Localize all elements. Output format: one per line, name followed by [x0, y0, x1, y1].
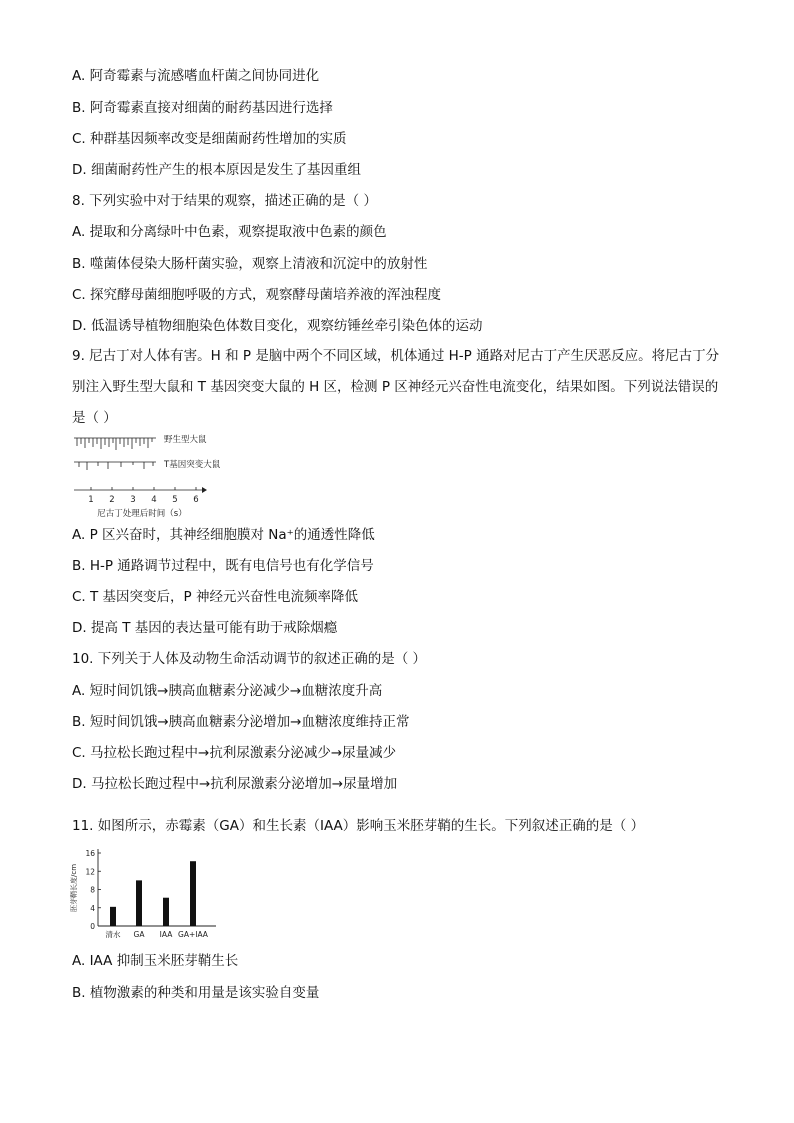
bar-GA [136, 880, 142, 926]
q7-option-c: C. 种群基因频率改变是细菌耐药性增加的实质 [72, 131, 347, 147]
y-tick-label: 4 [90, 903, 95, 913]
mutant-spikes [79, 462, 153, 470]
time-tick-1: 1 [88, 495, 94, 505]
x-category-label: IAA [159, 930, 173, 939]
q10-option-d: D. 马拉松长跑过程中→抗利尿激素分泌增加→尿量增加 [72, 776, 398, 792]
mutant-label: T基因突变大鼠 [164, 460, 221, 470]
q11-option-a: A. IAA 抑制玉米胚芽鞘生长 [72, 953, 239, 969]
q9-option-b: B. H-P 通路调节过程中，既有电信号也有化学信号 [72, 558, 374, 574]
q9-option-d: D. 提高 T 基因的表达量可能有助于戒除烟瘾 [72, 620, 338, 636]
q11-bar-chart [66, 843, 236, 945]
q11-stem: 11. 如图所示，赤霉素（GA）和生长素（IAA）影响玉米胚芽鞘的生长。下列叙述正确的是（ ） [72, 818, 645, 834]
q10-stem: 10. 下列关于人体及动物生命活动调节的叙述正确的是（ ） [72, 651, 427, 667]
q8-option-c: C. 探究酵母菌细胞呼吸的方式，观察酵母菌培养液的浑浊程度 [72, 287, 442, 303]
x-category-label: GA+IAA [178, 930, 208, 939]
q8-option-b: B. 噬菌体侵染大肠杆菌实验，观察上清液和沉淀中的放射性 [72, 256, 428, 272]
bar-IAA [163, 898, 169, 926]
time-axis-label: 尼古丁处理后时间（s） [97, 509, 187, 519]
y-tick-label: 0 [90, 922, 95, 931]
time-tick-4: 4 [151, 495, 157, 505]
bar-清水 [110, 907, 116, 926]
q9-option-c: C. T 基因突变后，P 神经元兴奋性电流频率降低 [72, 589, 358, 605]
time-tick-5: 5 [172, 495, 178, 505]
y-tick-label: 16 [85, 849, 95, 858]
q8-option-d: D. 低温诱导植物细胞染色体数目变化，观察纺锤丝牵引染色体的运动 [72, 318, 483, 334]
q10-option-b: B. 短时间饥饿→胰高血糖素分泌增加→血糖浓度维持正常 [72, 714, 410, 730]
chart-ylabel: 胚芽鞘长度/cm [70, 863, 78, 913]
q9-option-a: A. P 区兴奋时，其神经细胞膜对 Na⁺的通透性降低 [72, 527, 375, 543]
x-category-label: GA [133, 930, 145, 939]
q8-option-a: A. 提取和分离绿叶中色素，观察提取液中色素的颜色 [72, 224, 387, 240]
wild-type-label: 野生型大鼠 [164, 435, 207, 445]
q10-option-a: A. 短时间饥饿→胰高血糖素分泌减少→血糖浓度升高 [72, 683, 383, 699]
bar-GA+IAA [190, 861, 196, 926]
x-category-label: 清水 [105, 930, 121, 939]
time-tick-3: 3 [130, 495, 136, 505]
q8-stem: 8. 下列实验中对于结果的观察，描述正确的是（ ） [72, 193, 377, 209]
q9-stem: 9. 尼古丁对人体有害。H 和 P 是脑中两个不同区域，机体通过 H-P 通路对尼古丁产生厌恶反应。将尼古丁分别注入野生型大鼠和 T 基因突变大鼠的 H 区，检测 P 区神经元兴奋性电流变化，结果如图。下列说法错误的是（ ） [72, 348, 720, 426]
q9-figure [70, 432, 270, 522]
y-tick-label: 12 [85, 867, 95, 877]
y-tick-label: 8 [90, 885, 95, 895]
q7-option-b: B. 阿奇霉素直接对细菌的耐药基因进行选择 [72, 100, 333, 116]
wild-type-spikes [77, 438, 152, 450]
q10-option-c: C. 马拉松长跑过程中→抗利尿激素分泌减少→尿量减少 [72, 745, 397, 761]
q11-option-b: B. 植物激素的种类和用量是该实验自变量 [72, 985, 320, 1001]
q7-option-d: D. 细菌耐药性产生的根本原因是发生了基因重组 [72, 162, 361, 178]
time-tick-6: 6 [193, 495, 199, 505]
time-tick-2: 2 [109, 495, 115, 505]
q7-option-a: A. 阿奇霉素与流感嗜血杆菌之间协同进化 [72, 68, 320, 84]
